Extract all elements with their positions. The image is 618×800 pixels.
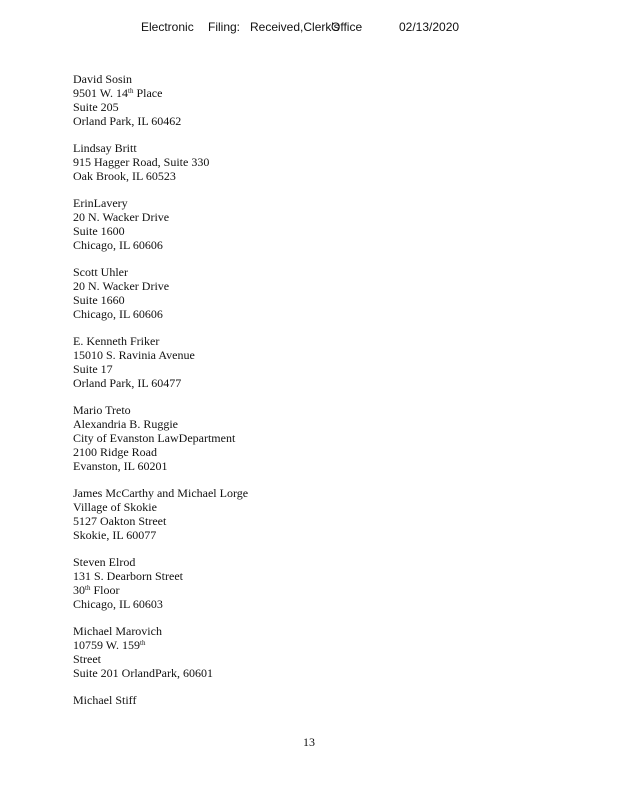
address-name-line	[73, 141, 573, 155]
address-line	[73, 528, 573, 542]
address-line-text: 915 Hagger Road, Suite 330	[73, 155, 210, 169]
address-line-text: 9501 W. 14	[73, 86, 129, 100]
address-line-text: Michael Stiff	[73, 693, 137, 707]
address-block	[73, 265, 573, 321]
address-line-text: Alexandria B. Ruggie	[73, 417, 178, 431]
address-line	[73, 307, 573, 321]
address-line	[73, 597, 573, 611]
header-word-office: Office	[331, 20, 363, 34]
address-line	[73, 569, 573, 583]
address-line-text: Suite 1600	[73, 224, 125, 238]
address-line-text: E. Kenneth Friker	[73, 334, 160, 348]
address-line-text: Orland Park, IL 60477	[73, 376, 182, 390]
address-name-line	[73, 265, 573, 279]
address-block	[73, 624, 573, 680]
address-line	[73, 238, 573, 252]
address-line	[73, 100, 573, 114]
address-line-text: 20 N. Wacker Drive	[73, 210, 170, 224]
address-line	[73, 224, 573, 238]
address-line-text: Chicago, IL 60606	[73, 238, 163, 252]
address-line	[73, 445, 573, 459]
address-line-suffix: Place	[133, 86, 163, 100]
address-line	[73, 86, 573, 100]
address-line	[73, 638, 573, 652]
header-word-electronic: Electronic	[141, 20, 194, 34]
address-line-text: Suite 1660	[73, 293, 125, 307]
address-line	[73, 500, 573, 514]
address-line-text: Lindsay Britt	[73, 141, 137, 155]
address-name-line	[73, 196, 573, 210]
address-line-text: ErinLavery	[73, 196, 128, 210]
address-line-text: Chicago, IL 60603	[73, 597, 163, 611]
address-line-text: 30	[73, 583, 85, 597]
address-line	[73, 362, 573, 376]
address-line-text: David Sosin	[73, 72, 133, 86]
header-word-received: Received,Clerk's	[250, 20, 340, 34]
address-line	[73, 169, 573, 183]
address-line	[73, 348, 573, 362]
address-line-text: 2100 Ridge Road	[73, 445, 157, 459]
address-line	[73, 293, 573, 307]
address-line	[73, 583, 573, 597]
address-line	[73, 514, 573, 528]
address-line-text: 10759 W. 159	[73, 638, 141, 652]
address-line-text: Steven Elrod	[73, 555, 136, 569]
address-name-line	[73, 624, 573, 638]
address-line-text: Skokie, IL 60077	[73, 528, 157, 542]
address-block	[73, 693, 573, 707]
address-line-text: James McCarthy and Michael Lorge	[73, 486, 249, 500]
address-name-line	[73, 72, 573, 86]
address-line	[73, 155, 573, 169]
address-block	[73, 403, 573, 473]
address-line	[73, 279, 573, 293]
ordinal-superscript: th	[140, 639, 146, 647]
address-line-suffix: Floor	[90, 583, 120, 597]
ordinal-superscript: th	[128, 87, 134, 95]
address-block	[73, 72, 573, 128]
address-line-text: Oak Brook, IL 60523	[73, 169, 176, 183]
address-line	[73, 652, 573, 666]
address-line	[73, 431, 573, 445]
ordinal-superscript: th	[85, 584, 91, 592]
address-name-line	[73, 693, 573, 707]
address-line-text: Village of Skokie	[73, 500, 157, 514]
address-block	[73, 334, 573, 390]
address-line	[73, 210, 573, 224]
address-line	[73, 666, 573, 680]
address-line-text: 5127 Oakton Street	[73, 514, 167, 528]
address-line-text: 131 S. Dearborn Street	[73, 569, 183, 583]
address-line-text: Suite 205	[73, 100, 119, 114]
address-name-line	[73, 486, 573, 500]
address-line-text: Suite 17	[73, 362, 113, 376]
address-block	[73, 555, 573, 611]
address-line-text: Chicago, IL 60606	[73, 307, 163, 321]
address-block	[73, 141, 573, 183]
address-block	[73, 196, 573, 252]
address-line-text: Street	[73, 652, 101, 666]
address-line	[73, 459, 573, 473]
address-line-text: Scott Uhler	[73, 265, 128, 279]
address-name-line	[73, 403, 573, 417]
address-line-text: 15010 S. Ravinia Avenue	[73, 348, 195, 362]
page-number: 13	[303, 735, 315, 749]
address-line-text: Mario Treto	[73, 403, 131, 417]
service-list	[73, 72, 573, 720]
address-line-text: Michael Marovich	[73, 624, 162, 638]
address-line	[73, 114, 573, 128]
address-name-line	[73, 555, 573, 569]
header-date: 02/13/2020	[399, 20, 460, 34]
address-line-text: 20 N. Wacker Drive	[73, 279, 170, 293]
address-line	[73, 417, 573, 431]
address-line-text: City of Evanston LawDepartment	[73, 431, 236, 445]
address-line-text: Orland Park, IL 60462	[73, 114, 182, 128]
header-word-filing: Filing:	[208, 20, 241, 34]
address-line	[73, 376, 573, 390]
address-name-line	[73, 334, 573, 348]
address-block	[73, 486, 573, 542]
address-line-text: Suite 201 OrlandPark, 60601	[73, 666, 213, 680]
filing-header	[0, 20, 618, 36]
address-line-text: Evanston, IL 60201	[73, 459, 168, 473]
